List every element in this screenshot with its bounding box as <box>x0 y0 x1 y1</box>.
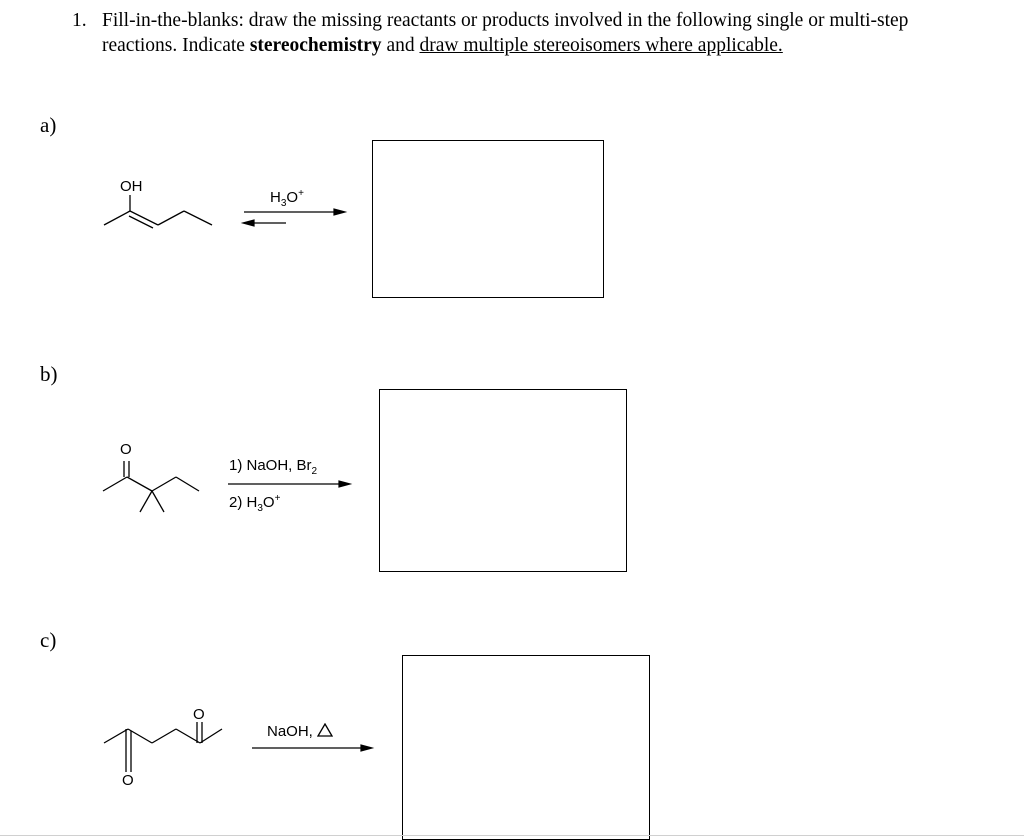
question-intro: Fill-in-the-blanks: draw the missing reactants or products involved in the following single or multi-step reactions. Indicate <box>102 10 909 56</box>
part-a-oh-label: OH <box>120 178 143 195</box>
part-c-reagent: NaOH, <box>267 723 333 740</box>
page-bottom-rule <box>0 835 1024 836</box>
part-c-oxygen-bottom: O <box>122 772 134 789</box>
part-c-label: c) <box>40 628 57 652</box>
part-b-label: b) <box>40 362 58 386</box>
part-a-label: a) <box>40 113 57 137</box>
question-number: 1. <box>72 10 87 31</box>
part-a-reagent: $H_3O^+$ <box>270 188 304 209</box>
part-b-step-1: 1) NaOH, $Br_2$ <box>229 457 318 477</box>
question-underlined: draw multiple stereoisomers where applicable. <box>419 35 783 56</box>
part-c-answer-box[interactable] <box>402 655 650 840</box>
part-b-oxygen-label: O <box>120 441 132 458</box>
part-c-oxygen-top: O <box>193 706 205 723</box>
triangle-heat-icon <box>317 723 333 737</box>
question-bold-term: stereochemistry <box>249 35 382 56</box>
question-joiner: and <box>386 35 415 56</box>
part-b-step-2: 2) $H_3O^+$ <box>229 493 281 514</box>
